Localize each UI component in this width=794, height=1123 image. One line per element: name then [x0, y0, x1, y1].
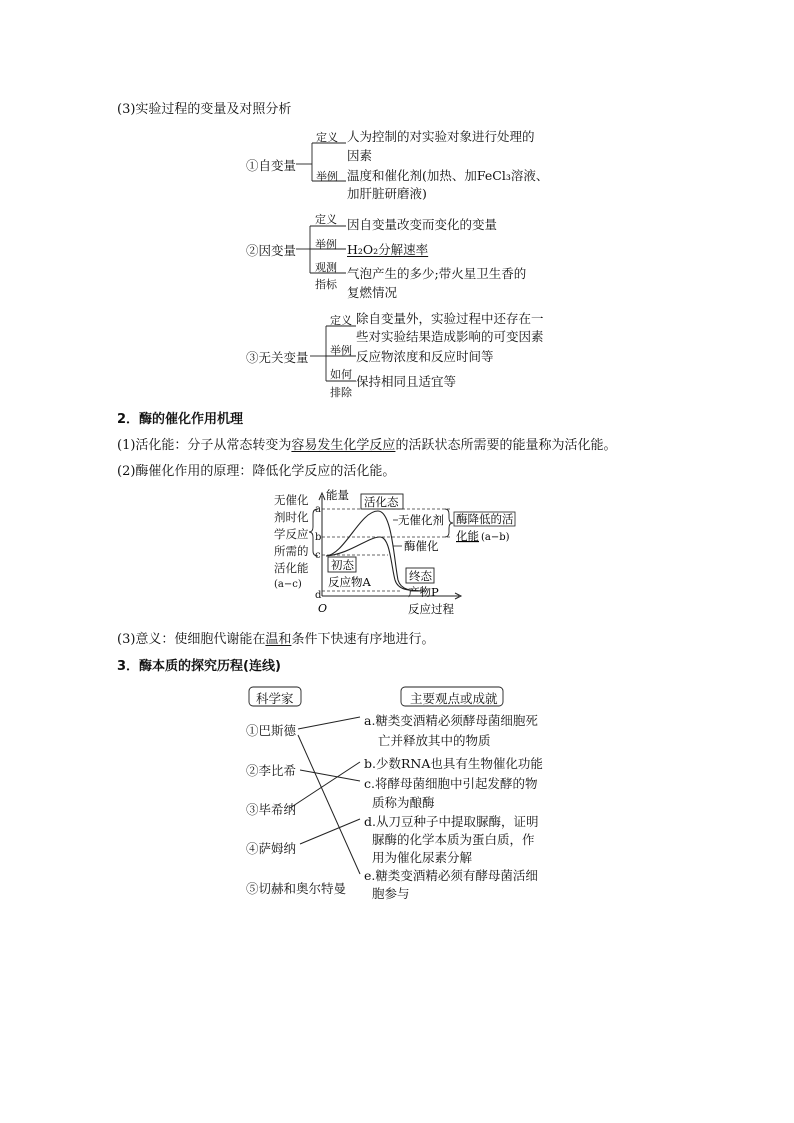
left-label: 所需的 — [274, 544, 309, 558]
example-text: 加肝脏研磨液) — [347, 186, 427, 201]
section-heading: 3．酶本质的探究历程(连线) — [117, 659, 281, 674]
scientist-item: ④萨姆纳 — [246, 841, 297, 856]
reactant-label: 反应物A — [328, 575, 371, 589]
left-label: 剂时化 — [274, 510, 309, 524]
definition-label: 定义 — [330, 314, 352, 327]
achievement-item: d.从刀豆种子中提取脲酶，证明 — [364, 814, 539, 829]
irrelevant-variable-label: ③无关变量 — [246, 350, 309, 365]
match-line-2-c — [300, 770, 360, 781]
dependent-variable-label: ②因变量 — [246, 243, 297, 258]
match-line-3-b — [290, 762, 360, 808]
example-label: 举例 — [330, 344, 352, 357]
achievement-item: 亡并释放其中的物质 — [378, 733, 491, 748]
match-line-4-d — [300, 819, 360, 844]
origin-label: O — [318, 602, 328, 615]
achievement-item: a.糖类变酒精必须酵母菌细胞死 — [364, 713, 538, 728]
lowered-label: (a−b) — [481, 532, 510, 543]
achievement-item: 用为催化尿素分解 — [372, 850, 473, 865]
level-d: d — [315, 590, 322, 601]
definition-label: 定义 — [316, 131, 338, 144]
no-catalyst-label: 无催化剂 — [398, 513, 444, 527]
achievement-item: 胞参与 — [372, 886, 410, 901]
enzyme-label: 酶催化 — [404, 539, 439, 553]
left-label: 活化能 — [274, 561, 309, 575]
example-label: 举例 — [315, 238, 337, 251]
x-axis-label: 反应过程 — [408, 602, 454, 616]
lowered-label: 化能 — [456, 529, 479, 543]
paragraph: (1)活化能：分子从常态转变为容易发生化学反应的活跃状态所需要的能量称为活化能。 — [117, 438, 617, 453]
definition-text: 些对实验结果造成影响的可变因素 — [356, 329, 544, 344]
initial-state-label: 初态 — [331, 558, 354, 572]
match-line-1-e — [298, 735, 360, 874]
achievement-item: e.糖类变酒精必须有酵母菌活细 — [364, 868, 538, 883]
level-b: b — [315, 532, 322, 543]
paragraph: (2)酶催化作用的原理：降低化学反应的活化能。 — [117, 464, 396, 479]
scientist-item: ②李比希 — [246, 763, 297, 778]
scientist-item: ③毕希纳 — [246, 802, 297, 817]
activated-state-label: 活化态 — [364, 495, 399, 509]
independent-variable-label: ①自变量 — [246, 158, 297, 173]
example-text: 反应物浓度和反应时间等 — [356, 349, 494, 364]
scientist-item: ⑤切赫和奥尔特曼 — [246, 881, 347, 896]
definition-text: 人为控制的对实验对象进行处理的 — [347, 129, 535, 144]
example-text: 温度和催化剂(加热、加FeCl₃溶液、 — [347, 168, 549, 183]
achievement-item: c.将酵母菌细胞中引起发酵的物 — [364, 776, 538, 791]
achievement-item: 脲酶的化学本质为蛋白质，作 — [372, 832, 535, 847]
exclusion-text: 保持相同且适宜等 — [356, 374, 457, 389]
achievement-header: 主要观点或成就 — [410, 691, 498, 706]
left-label: 无催化 — [274, 493, 309, 507]
section-heading: 2．酶的催化作用机理 — [117, 412, 244, 427]
indicator-text: 复燃情况 — [347, 285, 398, 300]
indicator-label: 观测 — [315, 261, 337, 274]
exclusion-label: 排除 — [330, 386, 352, 399]
left-label: 学反应 — [274, 527, 309, 541]
example-label: 举例 — [316, 170, 338, 183]
section-title: (3)实验过程的变量及对照分析 — [117, 102, 292, 117]
indicator-label: 指标 — [315, 278, 337, 291]
paragraph: (3)意义：使细胞代谢能在温和条件下快速有序地进行。 — [117, 632, 435, 647]
achievement-item: b.少数RNA也具有生物催化功能 — [364, 756, 543, 771]
achievement-item: 质称为酿酶 — [372, 795, 435, 810]
definition-text: 除自变量外，实验过程中还存在一 — [356, 311, 544, 326]
example-text: H₂O₂分解速率 — [347, 242, 429, 257]
definition-label: 定义 — [315, 213, 337, 226]
level-c: c — [315, 550, 321, 561]
lowered-label: 酶降低的活 — [456, 512, 514, 526]
left-label: (a−c) — [274, 579, 302, 590]
indicator-text: 气泡产生的多少;带火星卫生香的 — [347, 266, 527, 281]
y-axis-label: 能量 — [326, 488, 349, 502]
level-a: a — [315, 504, 321, 515]
scientist-header: 科学家 — [256, 691, 294, 706]
exclusion-label: 如何 — [330, 368, 352, 381]
definition-text: 因素 — [347, 148, 373, 163]
definition-text: 因自变量改变而变化的变量 — [347, 217, 498, 232]
final-state-label: 终态 — [409, 569, 432, 583]
match-line-1-a — [298, 717, 360, 729]
scientist-item: ①巴斯德 — [246, 723, 297, 738]
product-label: 产物P — [408, 585, 439, 599]
